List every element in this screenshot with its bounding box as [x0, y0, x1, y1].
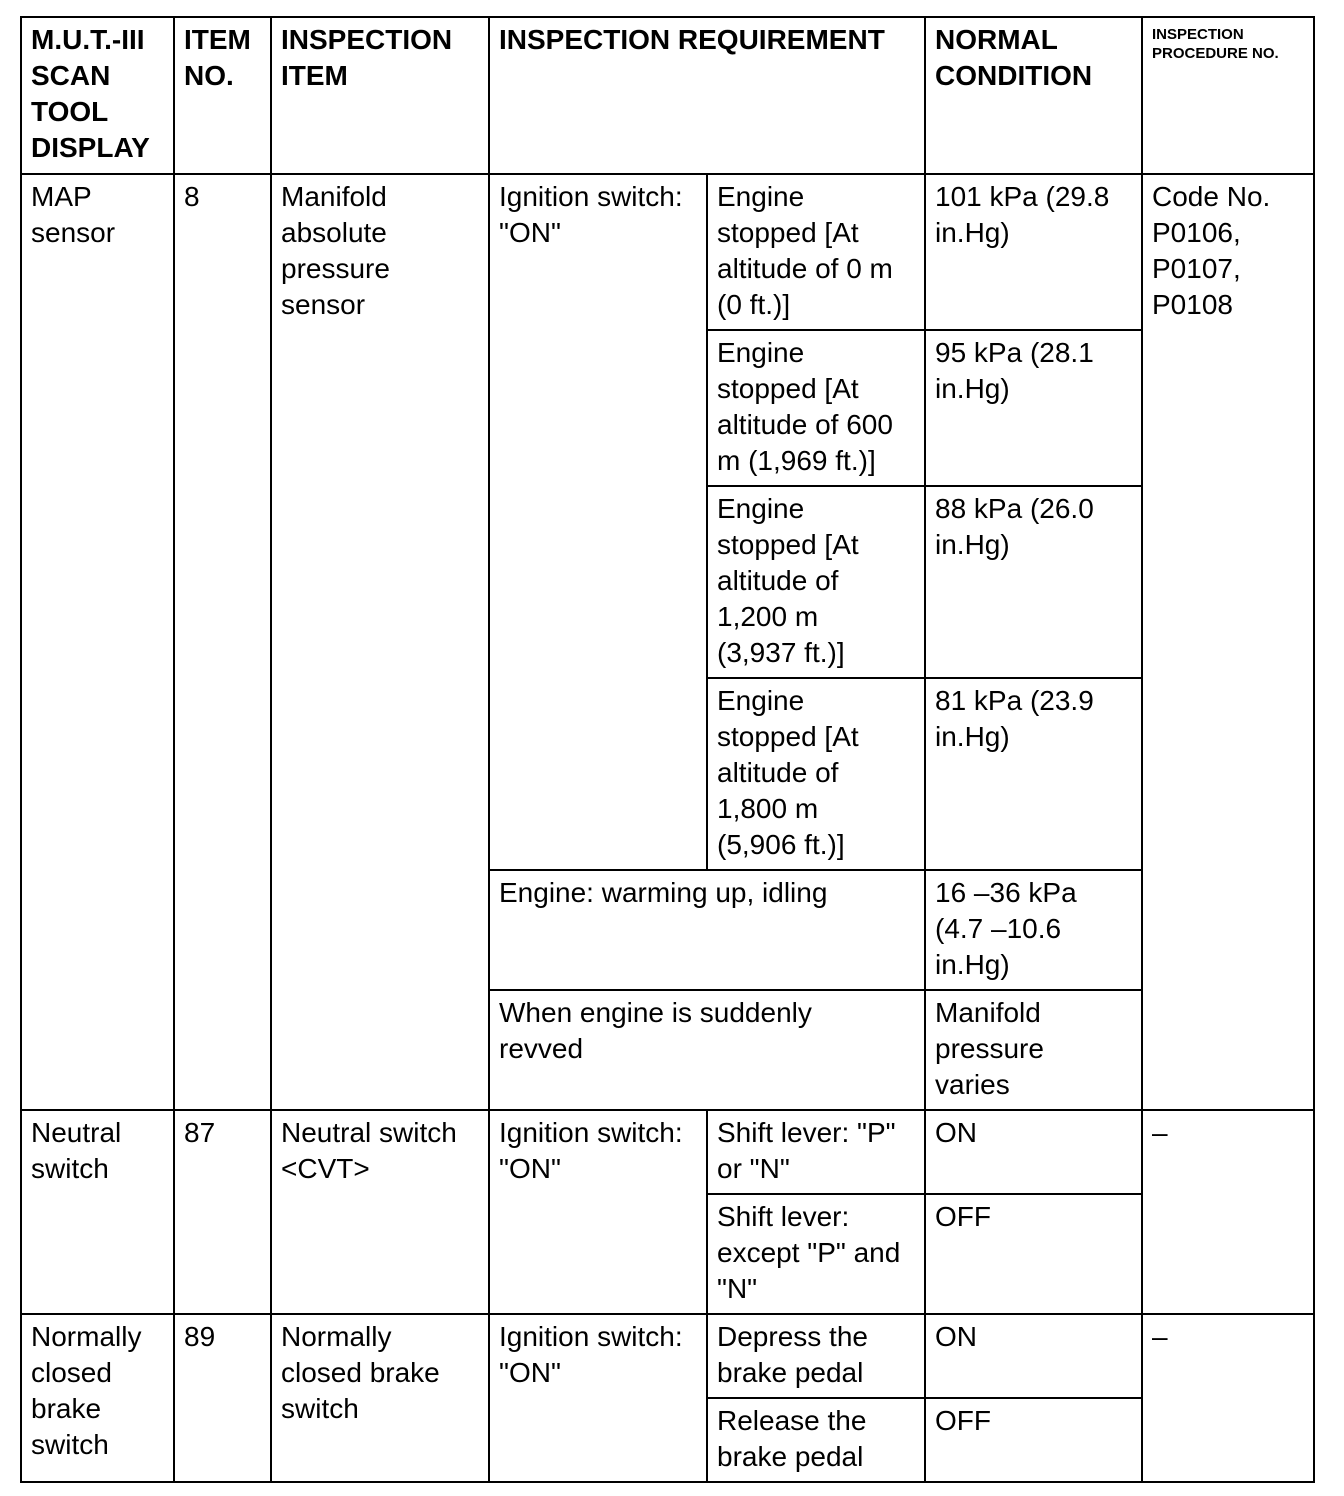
map-display-cell: MAP sensor: [21, 174, 174, 1110]
table-row: [21, 1110, 1314, 1194]
header-item-no: ITEM NO.: [174, 17, 271, 174]
brake-procedure-cell: –: [1142, 1314, 1314, 1482]
header-inspection-requirement: INSPECTION REQUIREMENT: [489, 17, 925, 174]
map-rev-requirement-cell: When engine is suddenly revved: [489, 990, 925, 1110]
map-item-cell: Manifold absolute pressure sensor: [271, 174, 489, 1110]
brake-condition-cell: Depress the brake pedal: [707, 1314, 925, 1398]
neutral-display-cell: Neutral switch: [21, 1110, 174, 1314]
table-row: [21, 174, 1314, 330]
map-idle-normal-cell: 16 –36 kPa (4.7 –10.6 in.Hg): [925, 870, 1142, 990]
brake-item-no-cell: 89: [174, 1314, 271, 1482]
header-normal-condition: NORMAL CONDITION: [925, 17, 1142, 174]
map-procedure-cell: Code No. P0106, P0107, P0108: [1142, 174, 1314, 1110]
neutral-item-cell: Neutral switch <CVT>: [271, 1110, 489, 1314]
map-condition-cell: Engine stopped [At altitude of 1,800 m (5,906 ft.)]: [707, 678, 925, 870]
map-idle-requirement-cell: Engine: warming up, idling: [489, 870, 925, 990]
inspection-table: [20, 16, 1315, 1483]
neutral-normal-cell: ON: [925, 1110, 1142, 1194]
map-rev-normal-cell: Manifold pressure varies: [925, 990, 1142, 1110]
map-condition-cell: Engine stopped [At altitude of 0 m (0 ft.)]: [707, 174, 925, 330]
map-normal-cell: 95 kPa (28.1 in.Hg): [925, 330, 1142, 486]
map-item-no-cell: 8: [174, 174, 271, 1110]
brake-display-cell: Normally closed brake switch: [21, 1314, 174, 1482]
map-normal-cell: 101 kPa (29.8 in.Hg): [925, 174, 1142, 330]
header-inspection-item: INSPECTION ITEM: [271, 17, 489, 174]
neutral-condition-cell: Shift lever: "P" or "N": [707, 1110, 925, 1194]
neutral-normal-cell: OFF: [925, 1194, 1142, 1314]
neutral-item-no-cell: 87: [174, 1110, 271, 1314]
brake-normal-cell: ON: [925, 1314, 1142, 1398]
header-scan-tool-display: M.U.T.-III SCAN TOOL DISPLAY: [21, 17, 174, 174]
brake-condition-cell: Release the brake pedal: [707, 1398, 925, 1482]
table-row: [21, 1314, 1314, 1398]
map-condition-cell: Engine stopped [At altitude of 600 m (1,969 ft.)]: [707, 330, 925, 486]
neutral-condition-cell: Shift lever: except "P" and "N": [707, 1194, 925, 1314]
neutral-requirement-cell: Ignition switch: "ON": [489, 1110, 707, 1314]
brake-item-cell: Normally closed brake switch: [271, 1314, 489, 1482]
brake-requirement-cell: Ignition switch: "ON": [489, 1314, 707, 1482]
brake-normal-cell: OFF: [925, 1398, 1142, 1482]
map-normal-cell: 88 kPa (26.0 in.Hg): [925, 486, 1142, 678]
neutral-procedure-cell: –: [1142, 1110, 1314, 1314]
map-requirement-cell: Ignition switch: "ON": [489, 174, 707, 870]
header-row: [21, 17, 1314, 174]
map-normal-cell: 81 kPa (23.9 in.Hg): [925, 678, 1142, 870]
header-procedure-no: INSPECTION PROCEDURE NO.: [1142, 17, 1314, 174]
map-condition-cell: Engine stopped [At altitude of 1,200 m (3,937 ft.)]: [707, 486, 925, 678]
